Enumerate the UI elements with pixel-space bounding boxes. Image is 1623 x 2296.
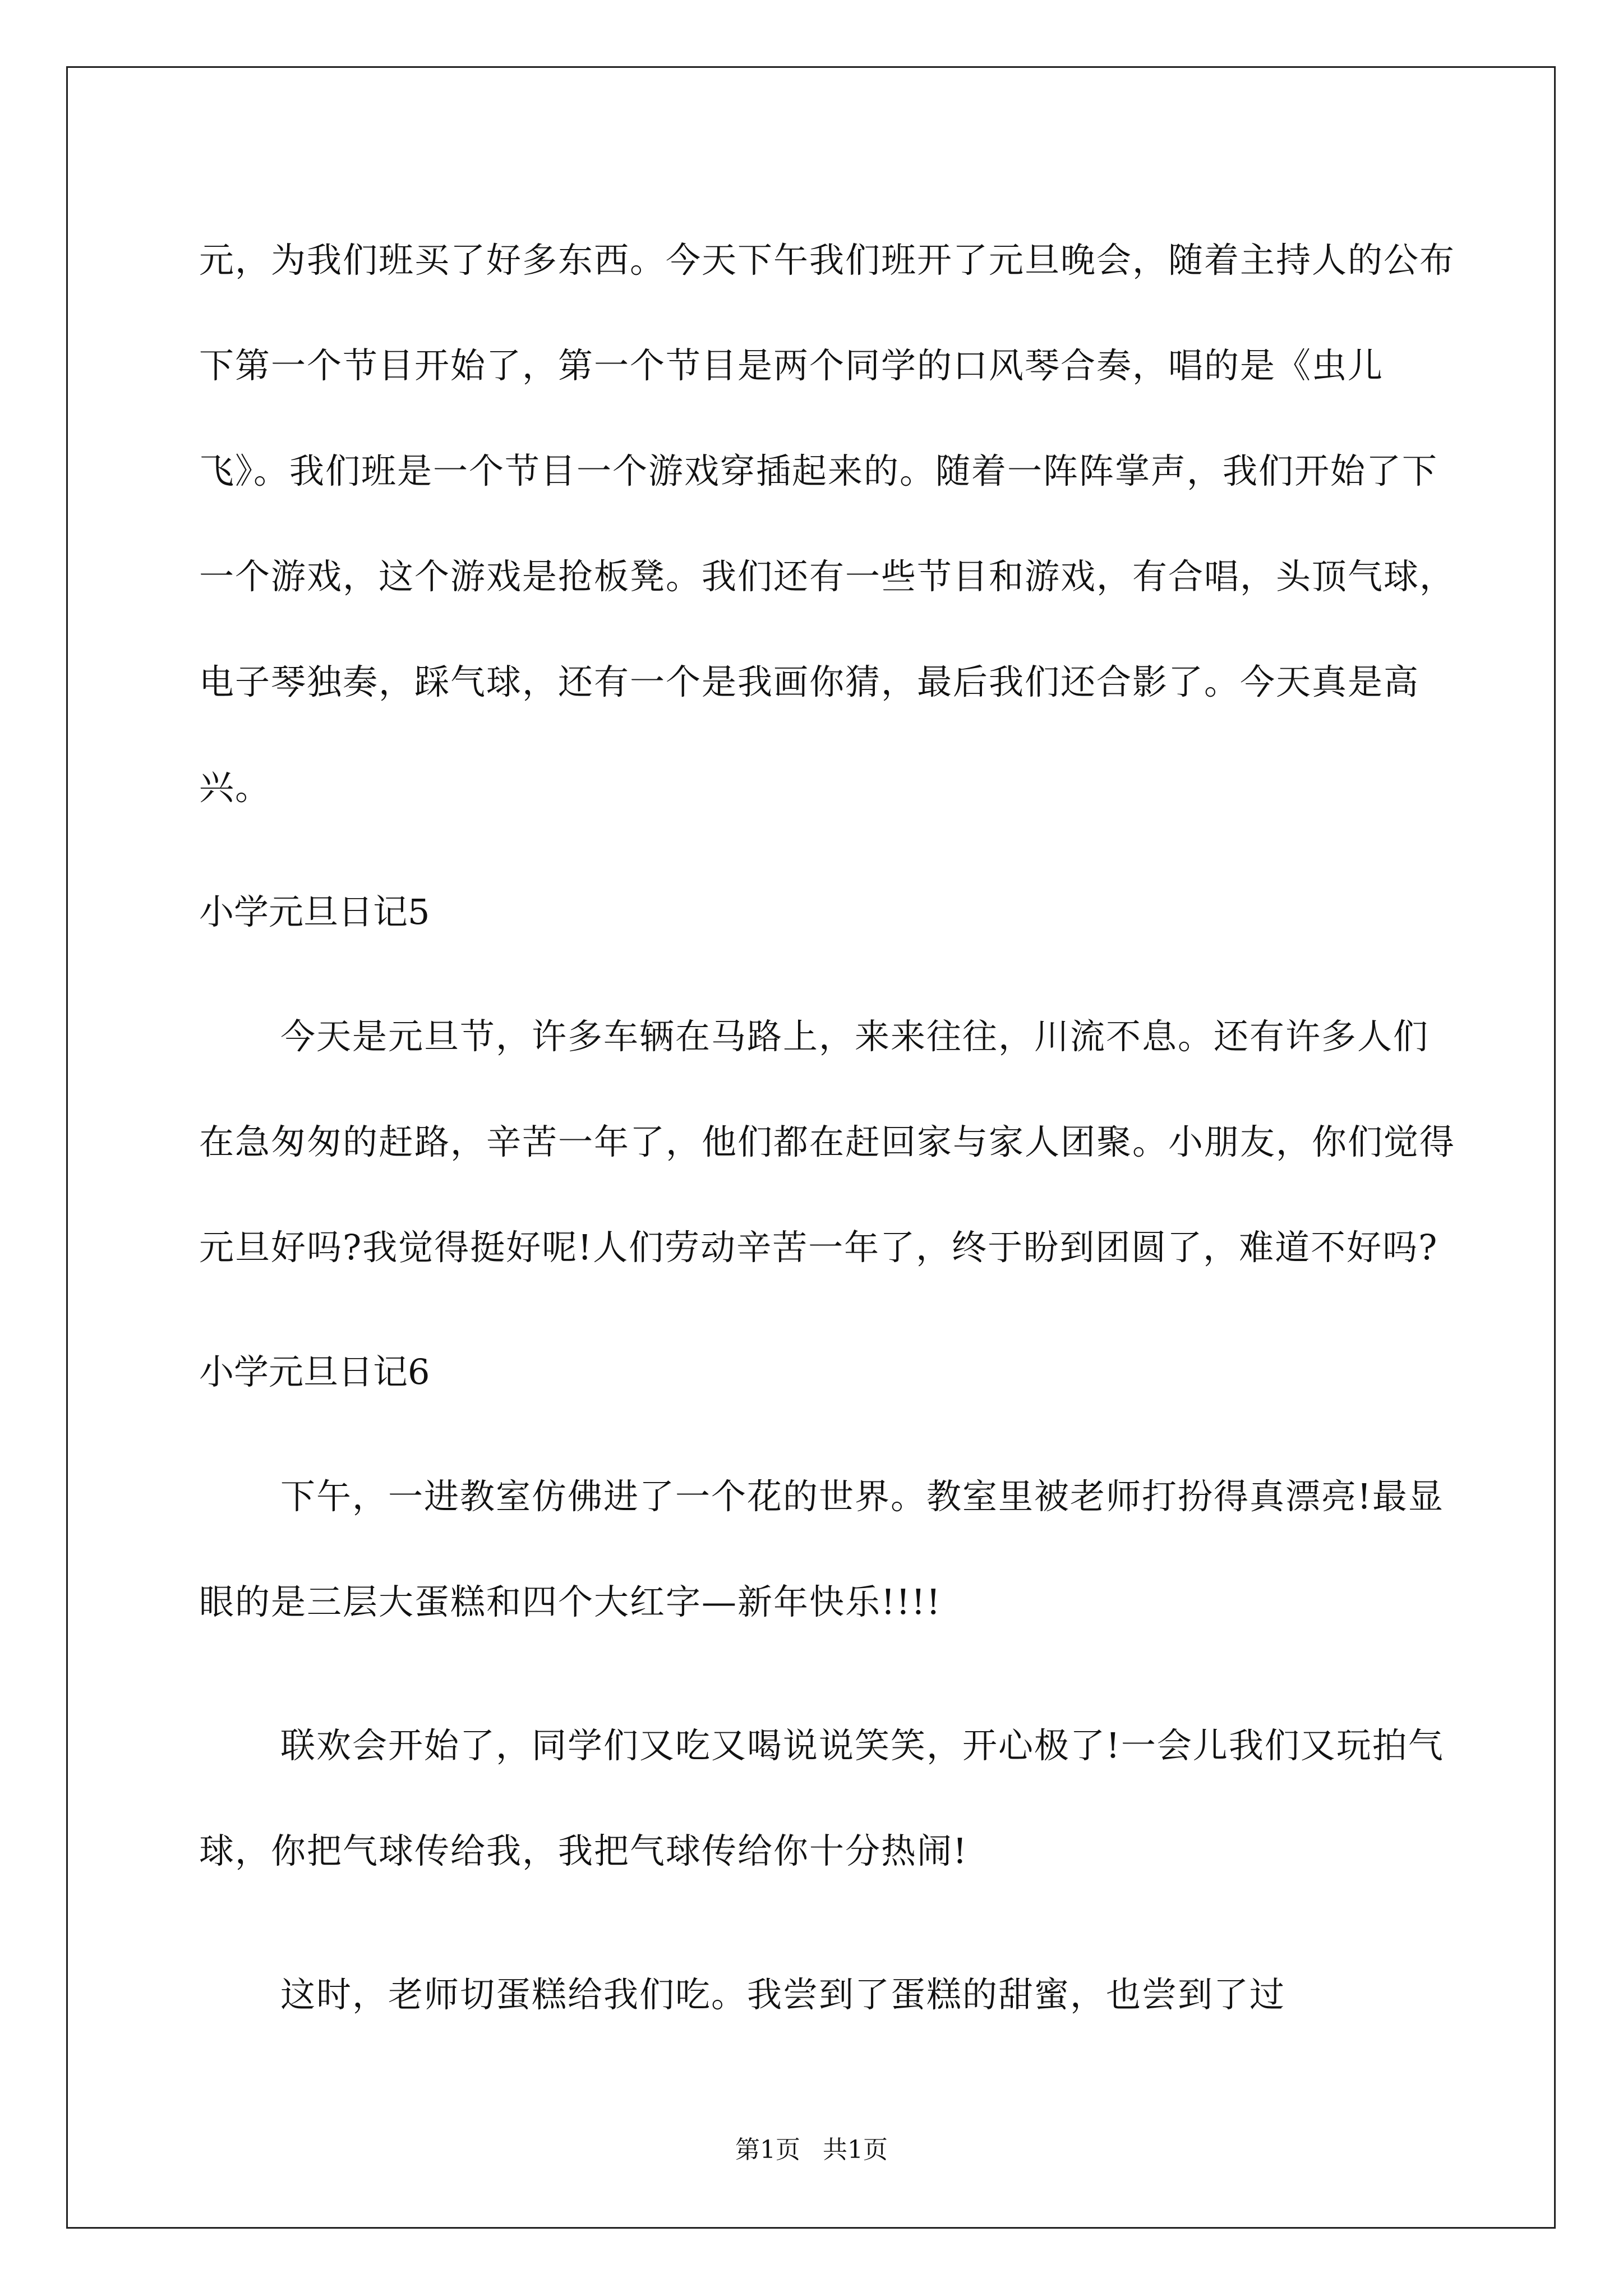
paragraph-3: 下午，一进教室仿佛进了一个花的世界。教室里被老师打扮得真漂亮!最显眼的是三层大蛋糕和四个大红字—新年快乐!!!! [199, 1476, 1444, 1622]
section-heading-diary-5: 小学元旦日记5 [199, 891, 430, 932]
paragraph-1: 元，为我们班买了好多东西。今天下午我们班开了元旦晚会，随着主持人的公布下第一个节目开始了，第一个节目是两个同学的口风琴合奏，唱的是《虫儿飞》。我们班是一个节目一个游戏穿插起来的。随着一阵阵掌声，我们开始了下一个游戏，这个游戏是抢板凳。我们还有一些节目和游戏，有合唱，头顶气球，电子琴独奏，踩气球，还有一个是我画你猜，最后我们还合影了。今天真是高兴。 [199, 240, 1456, 808]
page-number: 第1页 [735, 2136, 800, 2164]
paragraph-2: 今天是元旦节，许多车辆在马路上，来来往往，川流不息。还有许多人们在急匆匆的赶路，辛苦一年了，他们都在赶回家与家人团聚。小朋友，你们觉得元旦好吗?我觉得挺好呢!人们劳动辛苦一年了，终于盼到团圆了，难道不好吗? [199, 1016, 1456, 1268]
page-total: 共1页 [823, 2136, 888, 2164]
page-footer [0, 2136, 1623, 2164]
paragraph-5: 这时，老师切蛋糕给我们吃。我尝到了蛋糕的甜蜜，也尝到了过 [280, 1974, 1286, 2015]
document-body [199, 208, 1455, 2086]
paragraph-4: 联欢会开始了，同学们又吃又喝说说笑笑，开心极了!一会儿我们又玩拍气球，你把气球传给我，我把气球传给你十分热闹! [199, 1725, 1444, 1871]
section-heading-diary-6: 小学元旦日记6 [199, 1351, 430, 1392]
